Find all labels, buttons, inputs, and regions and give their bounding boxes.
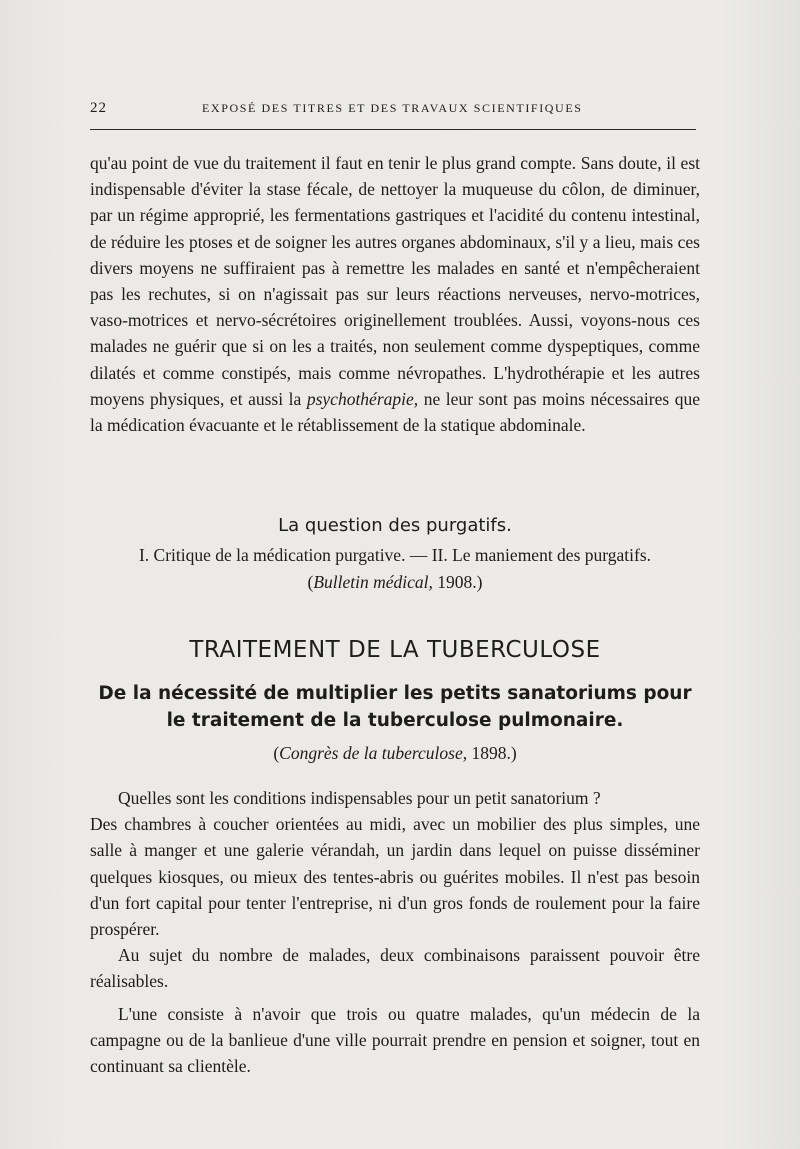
source-citation-tuberculose xyxy=(90,743,700,764)
citation-journal: Bulletin médical, xyxy=(313,572,433,592)
section-title-purgatifs: La question des purgatifs. xyxy=(278,515,512,536)
section-title-tuberculose: TRAITEMENT DE LA TUBERCULOSE xyxy=(189,637,601,663)
source-citation-purgatifs xyxy=(90,572,700,593)
citation-open: ( xyxy=(273,743,280,763)
intro-paragraph xyxy=(90,150,700,438)
running-title: EXPOSÉ DES TITRES ET DES TRAVAUX SCIENTIFIQUES xyxy=(202,101,583,115)
paragraph-4: L'une consiste à n'avoir que trois ou quatre malades, qu'un médecin de la campagne ou de la banlieue d'une ville pourrait prendre en pension et soigner, tout en continuant sa clientèle. xyxy=(90,1003,700,1077)
paragraph-3: Au sujet du nombre de malades, deux combinaisons paraissent pouvoir être réalisables. xyxy=(90,945,700,992)
section-subtitle-purgatifs: I. Critique de la médication purgative. — II. Le maniement des purgatifs. xyxy=(138,545,652,565)
section-subtitle-line1: De la nécessité de multiplier les petits sanatoriums pour xyxy=(98,683,692,704)
intro-text-block xyxy=(90,150,700,438)
page-number: 22 xyxy=(90,100,107,116)
section-subtitle-line2: le traitement de la tuberculose pulmonaire. xyxy=(166,710,624,731)
paragraph-1: Quelles sont les conditions indispensables pour un petit sanatorium ? xyxy=(118,788,601,808)
intro-italic-term: psychothérapie, xyxy=(306,388,419,409)
tuberculose-text-block xyxy=(90,785,700,1079)
header-rule xyxy=(90,129,696,130)
citation-journal: Congrès de la tuberculose, xyxy=(279,743,468,763)
intro-text-end: ne leur sont pas moins nécessaires que la médication évacuante et le rétablissement de la statique abdominale. xyxy=(90,388,700,436)
citation-open: ( xyxy=(307,572,314,592)
citation-year: 1898.) xyxy=(467,743,517,763)
paragraph-2: Des chambres à coucher orientées au midi, avec un mobilier des plus simples, une salle à manger et une galerie vérandah, un jardin dans lequel on puisse disséminer quelques kiosques, ou mieux des tentes-abris ou guérites mobiles. Il n'est pas besoin d'un fort capital pour tenter l'entreprise, ni d'un gros fonds de roulement pour la faire prospérer. xyxy=(90,814,700,940)
citation-year: 1908.) xyxy=(432,572,483,592)
intro-text-part: qu'au point de vue du traitement il faut en tenir le plus grand compte. Sans doute, il est indispensable d'éviter la stase fécale, de nettoyer la muqueuse du côlon, de diminuer, par un régime approprié, les fermentations gastriques et l'acidité du contenu intestinal, de réduire les ptoses et de soigner les autres organes abdominaux, s'il y a lieu, mais ces divers moyens ne suffiraient pas à remettre les malades en santé et n'empêcheraient pas les rechutes, si on n'agissait pas sur leurs réactions nerveuses, nervo-motrices, vaso-motrices et nervo-sécrétoires originellement troublées. Aussi, voyons-nous ces malades ne guérir que si on les a traités, non seulement comme dyspeptiques, comme dilatés et comme constipés, mais comme névropathes. L'hydrothérapie et les autres moyens physiques, et aussi la xyxy=(90,153,700,409)
page-header xyxy=(90,98,696,122)
